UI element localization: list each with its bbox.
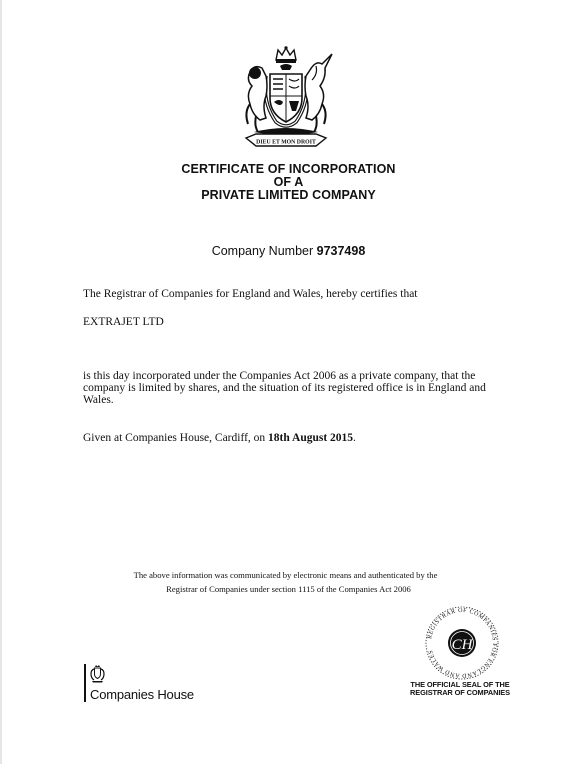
seal-caption-line2: REGISTRAR OF COMPANIES — [410, 688, 510, 697]
certificate-title-line3: PRIVATE LIMITED COMPANY — [201, 188, 376, 202]
svg-text:DIEU ET MON DROIT — [256, 140, 316, 146]
royal-coat-of-arms-icon — [232, 46, 340, 154]
registrar-statement: The Registrar of Companies for England and Wales, hereby certifies that — [83, 288, 418, 300]
seal-monogram: CH — [451, 637, 473, 653]
company-number-line — [0, 244, 577, 258]
company-name: EXTRAJET LTD — [83, 316, 164, 328]
seal-ring-text: REGISTRAR OF COMPANIES FOR ENGLAND AND WALES — [427, 607, 498, 679]
given-suffix: . — [353, 432, 356, 444]
company-number-label: Company Number — [211, 244, 314, 258]
logo-divider — [84, 664, 86, 702]
authentication-notice-line1: The above information was communicated by electronic means and authenticated by the — [133, 570, 438, 580]
official-seal-icon — [421, 606, 503, 680]
seal-caption — [404, 681, 516, 697]
incorporation-statement: is this day incorporated under the Companies Act 2006 as a private company, that the company is limited by shares, and the situation of its registered office is in England and Wales. — [83, 370, 486, 406]
company-number-value: 9737498 — [316, 244, 366, 258]
given-statement — [83, 432, 503, 444]
certificate-title-line1: CERTIFICATE OF INCORPORATION — [181, 162, 396, 176]
svg-text:CH — [452, 637, 474, 653]
crest-motto: DIEU ET MON DROIT — [256, 139, 316, 146]
page-edge — [0, 0, 2, 764]
given-date: 18th August 2015 — [268, 432, 354, 444]
companies-house-crest-icon — [90, 665, 105, 683]
seal-caption-line1: THE OFFICIAL SEAL OF THE — [410, 680, 510, 689]
certificate-title-line2: OF A — [273, 175, 304, 189]
authentication-notice-line2: Registrar of Companies under section 1115 of the Companies Act 2006 — [166, 584, 411, 594]
given-prefix: Given at Companies House, Cardiff, on — [83, 432, 269, 444]
companies-house-logo-text: Companies House — [90, 687, 194, 702]
